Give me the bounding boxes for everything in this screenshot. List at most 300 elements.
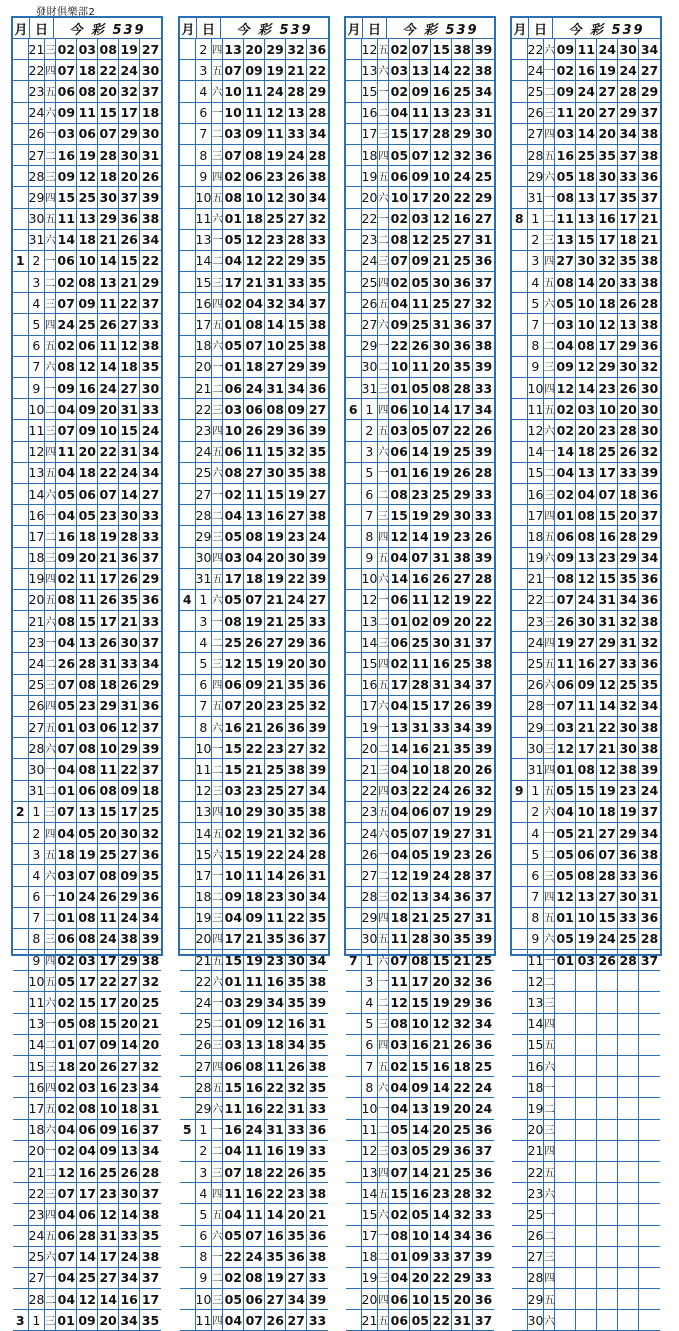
number-cell: 08 [410,950,431,970]
day-cell: 23 [29,1204,46,1224]
number-cell: 14 [98,251,119,271]
number-cell: 14 [119,1204,140,1224]
number-cell: 23 [618,781,639,801]
weekday-cell: 四 [378,272,389,292]
month-cell [512,1120,528,1140]
draw-row [180,802,328,823]
number-cell: 05 [223,1226,244,1246]
number-cell: 35 [141,1228,160,1244]
weekday-cell: 一 [378,590,389,610]
month-cell [512,272,528,292]
number-cell: 06 [410,802,431,822]
draw-row [346,463,494,484]
number-cell: 04 [389,1268,410,1288]
month-cell [346,802,362,822]
number-cell [597,1141,618,1161]
number-cell: 28 [618,950,639,970]
month-cell [13,272,29,292]
draw-row [346,548,494,569]
day-cell: 17 [362,1226,379,1246]
number-cell [555,1098,576,1118]
number-cell: 22 [98,60,119,80]
day-cell: 13 [196,230,213,250]
number-cell: 07 [244,336,265,356]
number-cell [555,1204,576,1224]
number-cell: 11 [98,908,119,928]
weekday-cell: 五 [45,590,56,610]
number-cell: 15 [576,230,597,250]
day-cell: 5 [196,1204,213,1224]
month-cell [346,1226,362,1246]
number-cell: 12 [431,209,452,229]
number-cell: 30 [431,336,452,356]
number-cell: 15 [244,653,265,673]
number-cell: 35 [452,357,473,377]
weekday-cell: 四 [378,908,389,928]
number-cell [639,1226,660,1246]
number-cell: 09 [244,675,265,695]
weekday-cell: 六 [212,971,223,991]
month-cell [512,759,528,779]
day-cell: 14 [29,484,46,504]
number-cell: 04 [77,1141,98,1161]
day-cell: 10 [528,378,545,398]
number-cell [618,1077,639,1097]
number-cell: 17 [77,1183,98,1203]
number-cell: 17 [119,103,140,123]
number-cell: 32 [640,634,659,650]
day-cell: 27 [528,124,545,144]
month-cell [346,251,362,271]
number-cell: 11 [410,103,431,123]
day-cell: 7 [196,696,213,716]
draw-row [346,145,494,166]
day-cell: 3 [29,272,46,292]
number-cell: 08 [576,505,597,525]
number-cell: 31 [618,632,639,652]
number-cell: 36 [308,41,327,57]
number-cell: 23 [119,1077,140,1097]
draw-row [180,484,328,505]
number-cell: 30 [474,126,493,142]
number-cell: 34 [618,590,639,610]
weekday-cell: 六 [45,484,56,504]
weekday-cell: 六 [544,1310,555,1330]
number-cell: 28 [452,1183,473,1203]
day-cell: 25 [29,675,46,695]
number-cell: 23 [265,887,286,907]
day-cell: 20 [196,929,213,949]
month-cell [346,1162,362,1182]
day-cell: 4 [528,823,545,843]
number-cell [555,1268,576,1288]
number-cell: 12 [77,357,98,377]
number-cell: 38 [308,973,327,989]
number-cell: 27 [308,592,327,608]
weekday-cell: 六 [212,209,223,229]
number-cell: 33 [286,124,307,144]
number-cell: 20 [410,1268,431,1288]
number-cell: 05 [77,823,98,843]
weekday-cell: 五 [45,81,56,101]
number-cell: 17 [141,1291,160,1307]
weekday-cell: 四 [45,442,56,462]
number-cell: 19 [77,145,98,165]
weekday-cell: 一 [45,251,56,271]
draw-row [512,1226,660,1247]
number-cell: 24 [576,81,597,101]
number-cell: 08 [576,759,597,779]
number-cell: 29 [286,357,307,377]
weekday-cell: 三 [212,272,223,292]
draw-row [180,887,328,908]
number-cell: 34 [119,1310,140,1330]
draw-row [180,314,328,335]
number-cell: 21 [410,908,431,928]
number-cell: 06 [77,1120,98,1140]
number-cell: 14 [576,124,597,144]
weekday-cell: 五 [212,60,223,80]
number-cell: 20 [98,81,119,101]
day-cell: 16 [362,675,379,695]
day-cell: 10 [362,1098,379,1118]
weekday-cell: 三 [45,166,56,186]
number-cell: 08 [77,908,98,928]
number-cell: 17 [119,802,140,822]
weekday-cell: 六 [212,717,223,737]
number-cell: 06 [389,442,410,462]
number-cell: 21 [640,211,659,227]
draw-row [13,526,161,547]
month-cell [512,1162,528,1182]
draw-rows [13,39,161,1331]
month-cell [346,230,362,250]
weekday-cell: 二 [45,145,56,165]
weekday-cell: 五 [212,1204,223,1224]
number-cell: 24 [474,1100,493,1116]
number-cell: 34 [141,656,160,672]
number-cell: 03 [576,950,597,970]
draw-row [346,653,494,674]
number-cell: 20 [244,39,265,59]
number-cell: 20 [597,272,618,292]
number-cell: 25 [452,442,473,462]
month-cell [512,590,528,610]
draw-row [13,39,161,60]
day-cell: 4 [528,272,545,292]
month-cell [13,1098,29,1118]
number-cell: 12 [265,187,286,207]
number-cell: 03 [389,781,410,801]
month-cell [512,420,528,440]
day-cell: 23 [29,81,46,101]
month-cell [13,60,29,80]
month-cell [180,420,196,440]
number-cell: 08 [56,611,77,631]
draw-row [180,1120,328,1141]
day-cell: 29 [29,187,46,207]
number-cell: 39 [474,550,493,566]
number-cell: 35 [286,1226,307,1246]
number-cell: 02 [56,1098,77,1118]
number-cell: 30 [286,548,307,568]
number-cell: 35 [308,1164,327,1180]
weekday-cell: 四 [544,632,555,652]
day-cell: 23 [528,611,545,631]
day-cell: 9 [362,548,379,568]
number-cell: 11 [98,336,119,356]
number-cell: 09 [555,39,576,59]
weekday-cell: 四 [544,505,555,525]
weekday-cell: 一 [45,124,56,144]
number-cell: 28 [431,124,452,144]
number-cell: 08 [98,39,119,59]
draw-row [346,590,494,611]
month-cell [180,1247,196,1267]
day-cell: 5 [196,653,213,673]
number-cell: 22 [265,1162,286,1182]
weekday-cell: 五 [45,463,56,483]
month-cell [180,1056,196,1076]
number-cell [618,1014,639,1034]
number-cell: 31 [452,632,473,652]
draw-row [180,505,328,526]
number-cell: 23 [597,420,618,440]
day-cell: 30 [29,209,46,229]
number-cell: 29 [597,632,618,652]
day-cell: 23 [29,632,46,652]
number-cell: 29 [244,802,265,822]
draw-row [13,1204,161,1225]
draw-row [13,1014,161,1035]
number-cell: 32 [286,39,307,59]
number-cell: 34 [431,887,452,907]
number-cell: 33 [308,613,327,629]
number-cell: 01 [555,950,576,970]
number-cell: 03 [223,548,244,568]
number-cell: 17 [597,187,618,207]
month-cell [180,1226,196,1246]
number-cell: 36 [308,825,327,841]
number-cell: 32 [640,444,659,460]
number-cell: 26 [452,696,473,716]
number-cell [555,1247,576,1267]
number-cell: 16 [56,145,77,165]
month-cell [346,632,362,652]
weekday-cell: 六 [378,60,389,80]
day-cell: 13 [362,1162,379,1182]
day-cell: 21 [528,569,545,589]
number-cell: 33 [618,166,639,186]
number-cell: 36 [640,592,659,608]
number-cell: 28 [308,846,327,862]
number-cell: 16 [431,1056,452,1076]
number-cell: 35 [308,910,327,926]
number-cell: 34 [141,444,160,460]
number-cell [576,1162,597,1182]
draw-row [13,399,161,420]
number-cell [618,1056,639,1076]
number-cell: 24 [452,166,473,186]
number-cell: 31 [474,232,493,248]
number-cell: 12 [597,314,618,334]
draw-row [512,908,660,929]
number-cell: 07 [223,1162,244,1182]
lottery-panel-2 [178,16,330,1328]
number-cell: 17 [410,971,431,991]
month-cell [180,103,196,123]
number-cell: 21 [265,590,286,610]
weekday-cell: 三 [45,675,56,695]
day-cell: 20 [29,1141,46,1161]
number-cell: 39 [308,422,327,438]
draw-row [512,590,660,611]
month-cell [346,484,362,504]
number-cell: 36 [640,867,659,883]
number-cell: 22 [265,1098,286,1118]
weekday-cell: 三 [544,357,555,377]
number-cell [576,1247,597,1267]
draw-row [13,357,161,378]
weekday-cell: 一 [544,1204,555,1224]
weekday-cell: 六 [544,675,555,695]
weekday-cell: 三 [212,908,223,928]
number-cell: 38 [640,126,659,142]
draw-row [180,569,328,590]
draw-row [13,1162,161,1183]
month-header: 月 [346,18,363,38]
draw-row [180,230,328,251]
number-cell: 38 [141,211,160,227]
number-cell: 16 [597,526,618,546]
number-cell: 03 [223,399,244,419]
day-cell: 14 [362,632,379,652]
month-cell [512,632,528,652]
number-cell: 05 [410,420,431,440]
number-cell: 19 [119,39,140,59]
month-cell [180,675,196,695]
number-cell: 09 [77,420,98,440]
day-cell: 23 [362,802,379,822]
weekday-cell: 六 [212,336,223,356]
number-cell: 28 [618,526,639,546]
number-cell [576,1120,597,1140]
number-cell [618,1098,639,1118]
number-cell: 15 [119,420,140,440]
month-cell [346,1141,362,1161]
draw-row [180,1014,328,1035]
number-cell: 38 [308,338,327,354]
number-cell: 37 [308,295,327,311]
day-cell: 30 [528,738,545,758]
month-cell [512,1141,528,1161]
day-cell: 27 [196,484,213,504]
draw-row [512,145,660,166]
draw-row [13,336,161,357]
weekday-cell: 三 [378,632,389,652]
draw-row [512,357,660,378]
number-cell: 12 [555,738,576,758]
draw-row [13,590,161,611]
weekday-cell: 一 [212,738,223,758]
lottery-panel-4 [510,16,662,1328]
weekday-cell: 一 [212,611,223,631]
month-cell [13,484,29,504]
weekday-cell: 二 [378,1247,389,1267]
day-cell: 25 [528,1204,545,1224]
weekday-cell: 一 [378,717,389,737]
month-cell: 9 [512,781,528,801]
number-cell: 29 [597,357,618,377]
weekday-cell: 三 [45,929,56,949]
weekday-cell: 二 [378,865,389,885]
number-cell: 11 [576,39,597,59]
number-cell: 09 [244,908,265,928]
number-cell: 16 [244,1183,265,1203]
number-cell: 06 [223,675,244,695]
day-cell: 21 [29,611,46,631]
day-cell: 31 [528,759,545,779]
draw-row [346,526,494,547]
number-cell: 21 [98,230,119,250]
day-cell: 15 [362,81,379,101]
number-cell: 26 [98,1056,119,1076]
number-cell [555,1183,576,1203]
number-cell: 27 [597,887,618,907]
day-cell: 18 [362,145,379,165]
number-cell: 12 [244,251,265,271]
number-cell: 38 [474,338,493,354]
day-cell: 19 [362,1268,379,1288]
number-cell: 38 [308,168,327,184]
number-cell [597,992,618,1012]
number-cell: 38 [141,338,160,354]
number-cell: 20 [452,1098,473,1118]
number-cell: 23 [244,781,265,801]
day-cell: 7 [528,314,545,334]
number-cell: 08 [77,759,98,779]
number-cell: 36 [452,272,473,292]
day-cell: 20 [362,1289,379,1309]
day-cell: 5 [29,314,46,334]
number-cell: 19 [265,60,286,80]
weekday-cell: 二 [212,1268,223,1288]
number-cell: 15 [597,505,618,525]
number-cell: 06 [77,336,98,356]
number-cell: 23 [77,696,98,716]
number-cell: 29 [119,124,140,144]
number-cell: 16 [244,1098,265,1118]
draw-row [346,166,494,187]
number-cell: 14 [265,1204,286,1224]
number-cell: 30 [308,656,327,672]
number-cell [576,1183,597,1203]
number-cell: 06 [77,1204,98,1224]
month-cell [346,696,362,716]
number-cell [555,1310,576,1330]
number-cell: 33 [308,232,327,248]
day-cell: 9 [196,166,213,186]
number-cell: 22 [597,717,618,737]
day-header: 日 [30,18,54,38]
draw-row [512,1310,660,1331]
month-cell [512,505,528,525]
number-cell: 10 [223,420,244,440]
number-cell: 11 [56,209,77,229]
weekday-cell: 二 [544,81,555,101]
day-cell: 7 [196,124,213,144]
draw-row [13,908,161,929]
